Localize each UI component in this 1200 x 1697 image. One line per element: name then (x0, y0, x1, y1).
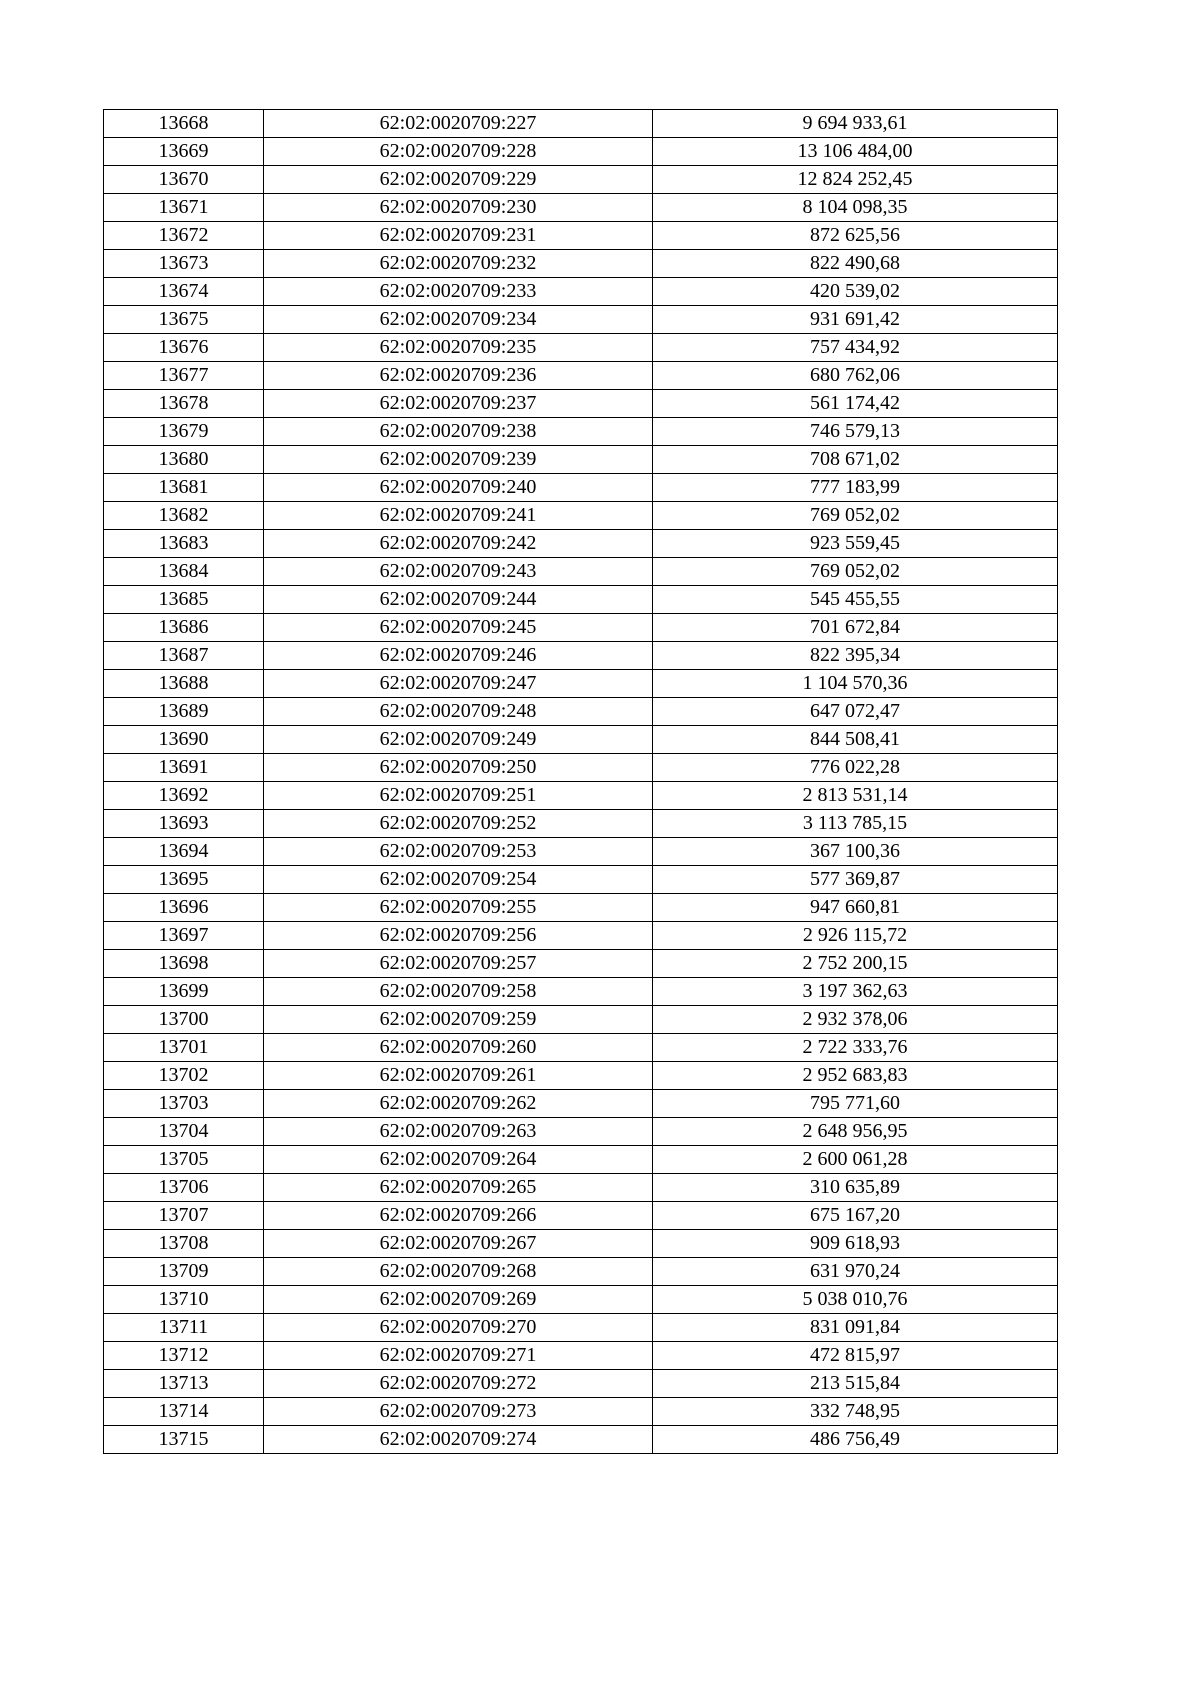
cadastral-value-cell: 9 694 933,61 (653, 110, 1058, 138)
cadastral-value-cell: 769 052,02 (653, 502, 1058, 530)
cadastral-number-cell: 62:02:0020709:274 (264, 1426, 653, 1454)
cadastral-value-cell: 872 625,56 (653, 222, 1058, 250)
row-number-cell: 13691 (104, 754, 264, 782)
cadastral-number-cell: 62:02:0020709:239 (264, 446, 653, 474)
row-number-cell: 13670 (104, 166, 264, 194)
cadastral-value-cell: 2 600 061,28 (653, 1146, 1058, 1174)
cadastral-number-cell: 62:02:0020709:234 (264, 306, 653, 334)
cadastral-value-cell: 2 926 115,72 (653, 922, 1058, 950)
row-number-cell: 13699 (104, 978, 264, 1006)
cadastral-value-cell: 631 970,24 (653, 1258, 1058, 1286)
row-number-cell: 13689 (104, 698, 264, 726)
cadastral-value-cell: 561 174,42 (653, 390, 1058, 418)
cadastral-number-cell: 62:02:0020709:273 (264, 1398, 653, 1426)
cadastral-number-cell: 62:02:0020709:256 (264, 922, 653, 950)
row-number-cell: 13684 (104, 558, 264, 586)
cadastral-number-cell: 62:02:0020709:232 (264, 250, 653, 278)
cadastral-number-cell: 62:02:0020709:263 (264, 1118, 653, 1146)
table-row (104, 334, 1058, 362)
table-row (104, 1174, 1058, 1202)
row-number-cell: 13709 (104, 1258, 264, 1286)
cadastral-value-cell: 701 672,84 (653, 614, 1058, 642)
table-row (104, 1258, 1058, 1286)
cadastral-number-cell: 62:02:0020709:267 (264, 1230, 653, 1258)
cadastral-value-cell: 776 022,28 (653, 754, 1058, 782)
cadastral-number-cell: 62:02:0020709:229 (264, 166, 653, 194)
row-number-cell: 13683 (104, 530, 264, 558)
cadastral-number-cell: 62:02:0020709:259 (264, 1006, 653, 1034)
table-row (104, 502, 1058, 530)
cadastral-number-cell: 62:02:0020709:271 (264, 1342, 653, 1370)
row-number-cell: 13678 (104, 390, 264, 418)
cadastral-number-cell: 62:02:0020709:235 (264, 334, 653, 362)
row-number-cell: 13681 (104, 474, 264, 502)
row-number-cell: 13668 (104, 110, 264, 138)
cadastral-value-cell: 2 648 956,95 (653, 1118, 1058, 1146)
table-row (104, 950, 1058, 978)
cadastral-number-cell: 62:02:0020709:244 (264, 586, 653, 614)
cadastral-number-cell: 62:02:0020709:258 (264, 978, 653, 1006)
cadastral-number-cell: 62:02:0020709:245 (264, 614, 653, 642)
cadastral-number-cell: 62:02:0020709:254 (264, 866, 653, 894)
table-row (104, 194, 1058, 222)
row-number-cell: 13715 (104, 1426, 264, 1454)
table-row (104, 1118, 1058, 1146)
row-number-cell: 13692 (104, 782, 264, 810)
table-row (104, 250, 1058, 278)
cadastral-number-cell: 62:02:0020709:246 (264, 642, 653, 670)
cadastral-number-cell: 62:02:0020709:253 (264, 838, 653, 866)
row-number-cell: 13673 (104, 250, 264, 278)
table-row (104, 586, 1058, 614)
cadastral-number-cell: 62:02:0020709:268 (264, 1258, 653, 1286)
cadastral-value-cell: 5 038 010,76 (653, 1286, 1058, 1314)
cadastral-number-cell: 62:02:0020709:242 (264, 530, 653, 558)
cadastral-value-cell: 2 932 378,06 (653, 1006, 1058, 1034)
cadastral-number-cell: 62:02:0020709:249 (264, 726, 653, 754)
row-number-cell: 13705 (104, 1146, 264, 1174)
table-row (104, 1426, 1058, 1454)
cadastral-number-cell: 62:02:0020709:230 (264, 194, 653, 222)
row-number-cell: 13672 (104, 222, 264, 250)
row-number-cell: 13696 (104, 894, 264, 922)
cadastral-number-cell: 62:02:0020709:236 (264, 362, 653, 390)
cadastral-number-cell: 62:02:0020709:247 (264, 670, 653, 698)
row-number-cell: 13686 (104, 614, 264, 642)
cadastral-value-cell: 367 100,36 (653, 838, 1058, 866)
table-row (104, 978, 1058, 1006)
table-row (104, 1034, 1058, 1062)
table-row (104, 698, 1058, 726)
cadastral-value-cell: 1 104 570,36 (653, 670, 1058, 698)
cadastral-value-cell: 844 508,41 (653, 726, 1058, 754)
row-number-cell: 13685 (104, 586, 264, 614)
row-number-cell: 13693 (104, 810, 264, 838)
cadastral-number-cell: 62:02:0020709:233 (264, 278, 653, 306)
row-number-cell: 13701 (104, 1034, 264, 1062)
cadastral-number-cell: 62:02:0020709:238 (264, 418, 653, 446)
cadastral-value-cell: 923 559,45 (653, 530, 1058, 558)
table-row (104, 726, 1058, 754)
row-number-cell: 13690 (104, 726, 264, 754)
table-row (104, 1146, 1058, 1174)
cadastral-value-cell: 2 752 200,15 (653, 950, 1058, 978)
table-row (104, 1006, 1058, 1034)
row-number-cell: 13707 (104, 1202, 264, 1230)
row-number-cell: 13711 (104, 1314, 264, 1342)
cadastral-value-cell: 931 691,42 (653, 306, 1058, 334)
table-row (104, 1370, 1058, 1398)
table-row (104, 1314, 1058, 1342)
cadastral-value-cell: 332 748,95 (653, 1398, 1058, 1426)
table-row (104, 1230, 1058, 1258)
row-number-cell: 13702 (104, 1062, 264, 1090)
cadastral-number-cell: 62:02:0020709:255 (264, 894, 653, 922)
row-number-cell: 13687 (104, 642, 264, 670)
cadastral-number-cell: 62:02:0020709:260 (264, 1034, 653, 1062)
cadastral-value-cell: 577 369,87 (653, 866, 1058, 894)
cadastral-value-cell: 2 813 531,14 (653, 782, 1058, 810)
row-number-cell: 13713 (104, 1370, 264, 1398)
cadastral-value-cell: 472 815,97 (653, 1342, 1058, 1370)
cadastral-value-cell: 822 490,68 (653, 250, 1058, 278)
table-row (104, 670, 1058, 698)
table-row (104, 782, 1058, 810)
table-row (104, 614, 1058, 642)
row-number-cell: 13700 (104, 1006, 264, 1034)
cadastral-value-cell: 909 618,93 (653, 1230, 1058, 1258)
cadastral-value-cell: 3 197 362,63 (653, 978, 1058, 1006)
cadastral-value-cell: 486 756,49 (653, 1426, 1058, 1454)
cadastral-number-cell: 62:02:0020709:270 (264, 1314, 653, 1342)
cadastral-value-cell: 8 104 098,35 (653, 194, 1058, 222)
cadastral-value-cell: 757 434,92 (653, 334, 1058, 362)
table-row (104, 1286, 1058, 1314)
cadastral-number-cell: 62:02:0020709:251 (264, 782, 653, 810)
cadastral-number-cell: 62:02:0020709:243 (264, 558, 653, 586)
cadastral-number-cell: 62:02:0020709:264 (264, 1146, 653, 1174)
row-number-cell: 13671 (104, 194, 264, 222)
cadastral-value-cell: 795 771,60 (653, 1090, 1058, 1118)
table-row (104, 894, 1058, 922)
cadastral-value-cell: 831 091,84 (653, 1314, 1058, 1342)
cadastral-number-cell: 62:02:0020709:250 (264, 754, 653, 782)
table-row (104, 530, 1058, 558)
cadastral-value-cell: 675 167,20 (653, 1202, 1058, 1230)
cadastral-number-cell: 62:02:0020709:241 (264, 502, 653, 530)
cadastral-value-cell: 310 635,89 (653, 1174, 1058, 1202)
row-number-cell: 13708 (104, 1230, 264, 1258)
table-row (104, 1090, 1058, 1118)
cadastral-number-cell: 62:02:0020709:240 (264, 474, 653, 502)
table-row (104, 474, 1058, 502)
table-row (104, 446, 1058, 474)
row-number-cell: 13698 (104, 950, 264, 978)
table-row (104, 306, 1058, 334)
cadastral-value-cell: 769 052,02 (653, 558, 1058, 586)
table-row (104, 390, 1058, 418)
cadastral-value-table (103, 109, 1058, 1454)
row-number-cell: 13704 (104, 1118, 264, 1146)
table-row (104, 1342, 1058, 1370)
row-number-cell: 13697 (104, 922, 264, 950)
cadastral-number-cell: 62:02:0020709:248 (264, 698, 653, 726)
table-row (104, 642, 1058, 670)
row-number-cell: 13669 (104, 138, 264, 166)
row-number-cell: 13706 (104, 1174, 264, 1202)
row-number-cell: 13680 (104, 446, 264, 474)
table-row (104, 1398, 1058, 1426)
cadastral-value-cell: 777 183,99 (653, 474, 1058, 502)
cadastral-number-cell: 62:02:0020709:252 (264, 810, 653, 838)
row-number-cell: 13703 (104, 1090, 264, 1118)
cadastral-value-cell: 680 762,06 (653, 362, 1058, 390)
table-row (104, 558, 1058, 586)
cadastral-number-cell: 62:02:0020709:227 (264, 110, 653, 138)
cadastral-value-cell: 2 952 683,83 (653, 1062, 1058, 1090)
cadastral-value-cell: 3 113 785,15 (653, 810, 1058, 838)
table-body (104, 110, 1058, 1454)
cadastral-number-cell: 62:02:0020709:272 (264, 1370, 653, 1398)
cadastral-number-cell: 62:02:0020709:262 (264, 1090, 653, 1118)
table-row (104, 418, 1058, 446)
table-row (104, 138, 1058, 166)
table-row (104, 222, 1058, 250)
table-row (104, 754, 1058, 782)
cadastral-value-cell: 822 395,34 (653, 642, 1058, 670)
cadastral-value-cell: 746 579,13 (653, 418, 1058, 446)
row-number-cell: 13695 (104, 866, 264, 894)
row-number-cell: 13679 (104, 418, 264, 446)
table-row (104, 110, 1058, 138)
row-number-cell: 13710 (104, 1286, 264, 1314)
table-row (104, 1202, 1058, 1230)
row-number-cell: 13688 (104, 670, 264, 698)
table-row (104, 866, 1058, 894)
cadastral-value-cell: 545 455,55 (653, 586, 1058, 614)
cadastral-number-cell: 62:02:0020709:237 (264, 390, 653, 418)
cadastral-value-cell: 708 671,02 (653, 446, 1058, 474)
table-row (104, 362, 1058, 390)
cadastral-value-cell: 12 824 252,45 (653, 166, 1058, 194)
cadastral-value-cell: 213 515,84 (653, 1370, 1058, 1398)
row-number-cell: 13674 (104, 278, 264, 306)
row-number-cell: 13682 (104, 502, 264, 530)
cadastral-number-cell: 62:02:0020709:265 (264, 1174, 653, 1202)
cadastral-number-cell: 62:02:0020709:257 (264, 950, 653, 978)
row-number-cell: 13694 (104, 838, 264, 866)
table-row (104, 1062, 1058, 1090)
cadastral-number-cell: 62:02:0020709:231 (264, 222, 653, 250)
cadastral-number-cell: 62:02:0020709:269 (264, 1286, 653, 1314)
table-row (104, 922, 1058, 950)
row-number-cell: 13714 (104, 1398, 264, 1426)
table-row (104, 810, 1058, 838)
row-number-cell: 13675 (104, 306, 264, 334)
table-row (104, 166, 1058, 194)
cadastral-value-cell: 13 106 484,00 (653, 138, 1058, 166)
cadastral-value-cell: 647 072,47 (653, 698, 1058, 726)
row-number-cell: 13676 (104, 334, 264, 362)
cadastral-value-cell: 2 722 333,76 (653, 1034, 1058, 1062)
table-row (104, 838, 1058, 866)
table-row (104, 278, 1058, 306)
cadastral-number-cell: 62:02:0020709:266 (264, 1202, 653, 1230)
cadastral-value-cell: 947 660,81 (653, 894, 1058, 922)
row-number-cell: 13677 (104, 362, 264, 390)
cadastral-number-cell: 62:02:0020709:228 (264, 138, 653, 166)
cadastral-value-cell: 420 539,02 (653, 278, 1058, 306)
cadastral-number-cell: 62:02:0020709:261 (264, 1062, 653, 1090)
row-number-cell: 13712 (104, 1342, 264, 1370)
